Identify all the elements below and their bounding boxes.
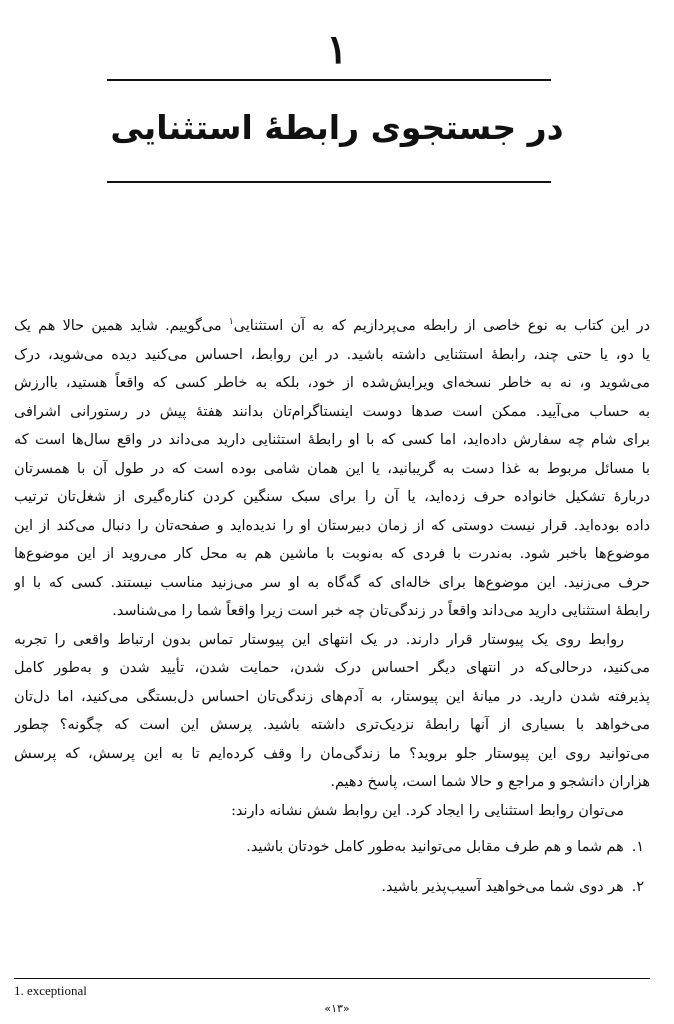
body-line: داده بوده‌اید. قرار نیست دوستی که از زمان دبیرستان او را ندیده‌اید و صفحه‌تان را دنبال می‌کند از این xyxy=(14,517,650,534)
body-line: موضوع‌ها باخبر شود. به‌ندرت با فردی که به‌نوبت با ماشین هم به محل کار می‌روید از این موضوع‌ها xyxy=(14,546,650,562)
list-item-number: ۲. xyxy=(631,879,644,895)
list-item-text: هر دوی شما می‌خواهید آسیب‌پذیر باشید. xyxy=(381,879,624,895)
body-line: روابط روی یک پیوستار قرار دارند. در یک انتهای این پیوستار تماس بدون ارتباط واقعی را تجربه xyxy=(14,631,624,648)
body-line: یا دو، یا حتی چند، رابطهٔ استثنایی داشته باشید. در این روابط، احساس می‌کنید دیده می‌شوید، درک xyxy=(14,346,650,363)
body-line: در این کتاب به نوع خاصی از رابطه می‌پردازیم که به آن استثنایی$^۱$ می‌گوییم. شاید همین حالا هم یک xyxy=(14,317,650,334)
body-line: با مسائل مربوط به غذا دست به گریبانید، یا این همان شامی بوده است که در طول آن با همسرتان xyxy=(14,460,650,477)
body-line: حرف می‌زنید. این موضوع‌ها برای خاله‌ای که گه‌گاه به او سر می‌زنید مناسب نیستند. کسی که با او xyxy=(14,574,650,591)
body-line: می‌خواهد با بسیاری از آنها رابطهٔ نزدیک‌تری داشته باشید. پرسش این است که چگونه؟ چطور xyxy=(14,717,650,733)
footnote-rule xyxy=(14,978,650,979)
body-line: پذیرفته شدن دارید. در میانهٔ این پیوستار، به آدم‌های زندگی‌تان احساس دل‌بستگی می‌کنید، اما دل‌تان xyxy=(14,688,650,705)
list-item xyxy=(14,829,650,865)
page-number: «۱۳» xyxy=(324,1002,350,1015)
body-line: دربارهٔ تشکیل خانواده حرف زده‌اید، یا آن را برای سبک سنگین کردن کناره‌گیری از شغل‌تان ترتیب xyxy=(14,489,650,505)
body-line: هزاران دانشجو و مراجع و حالا شما است، پاسخ دهیم. xyxy=(330,774,650,790)
body-line: می‌کنید، درحالی‌که در انتهای دیگر احساس درک شدن، حمایت شدن، تأیید شدن و به‌طور کامل xyxy=(14,660,650,676)
chapter-rule-top xyxy=(107,79,551,81)
footnote-marker: ۱ xyxy=(228,317,234,328)
body-line: می‌توان روابط استثنایی را ایجاد کرد. این روابط شش نشانه دارند: xyxy=(231,802,624,819)
body-line: رابطهٔ استثنایی دارید می‌داند واقعاً در زندگی‌تان چه خبر است زیرا واقعاً شما را می‌شناسد. xyxy=(112,603,650,619)
body-line: می‌شوید و، نه به خاطر نسخه‌ای ویرایش‌شده از خود، بلکه به خاطر کسی که واقعاً هستید، باارزش xyxy=(14,375,650,391)
list-item-number: ۱. xyxy=(631,839,644,855)
footnote: 1. exceptional xyxy=(14,983,87,998)
chapter-title: در جستجوی رابطهٔ استثنایی xyxy=(110,108,564,147)
body-text xyxy=(14,312,650,905)
body-line: می‌توانید روی این پیوستار جلو بروید؟ ما زندگی‌مان را وقف کرده‌ایم تا به این پرسش، که پرسش xyxy=(14,745,650,762)
body-line: به حساب می‌آیید. ممکن است صدها دوست اینستاگرام‌تان بدانند هفتهٔ پیش در رستورانی اشرافی xyxy=(14,403,650,420)
chapter-number: ۱ xyxy=(326,26,348,73)
chapter-rule-bottom xyxy=(107,181,551,183)
list-item xyxy=(14,869,650,905)
list-item-text: هم شما و هم طرف مقابل می‌توانید به‌طور کامل خودتان باشید. xyxy=(246,839,624,855)
body-line: برای شام چه سفارش داده‌اید، اما کسی که با او رابطهٔ استثنایی دارید می‌داند در واقع سال‌ها است که xyxy=(14,432,650,448)
